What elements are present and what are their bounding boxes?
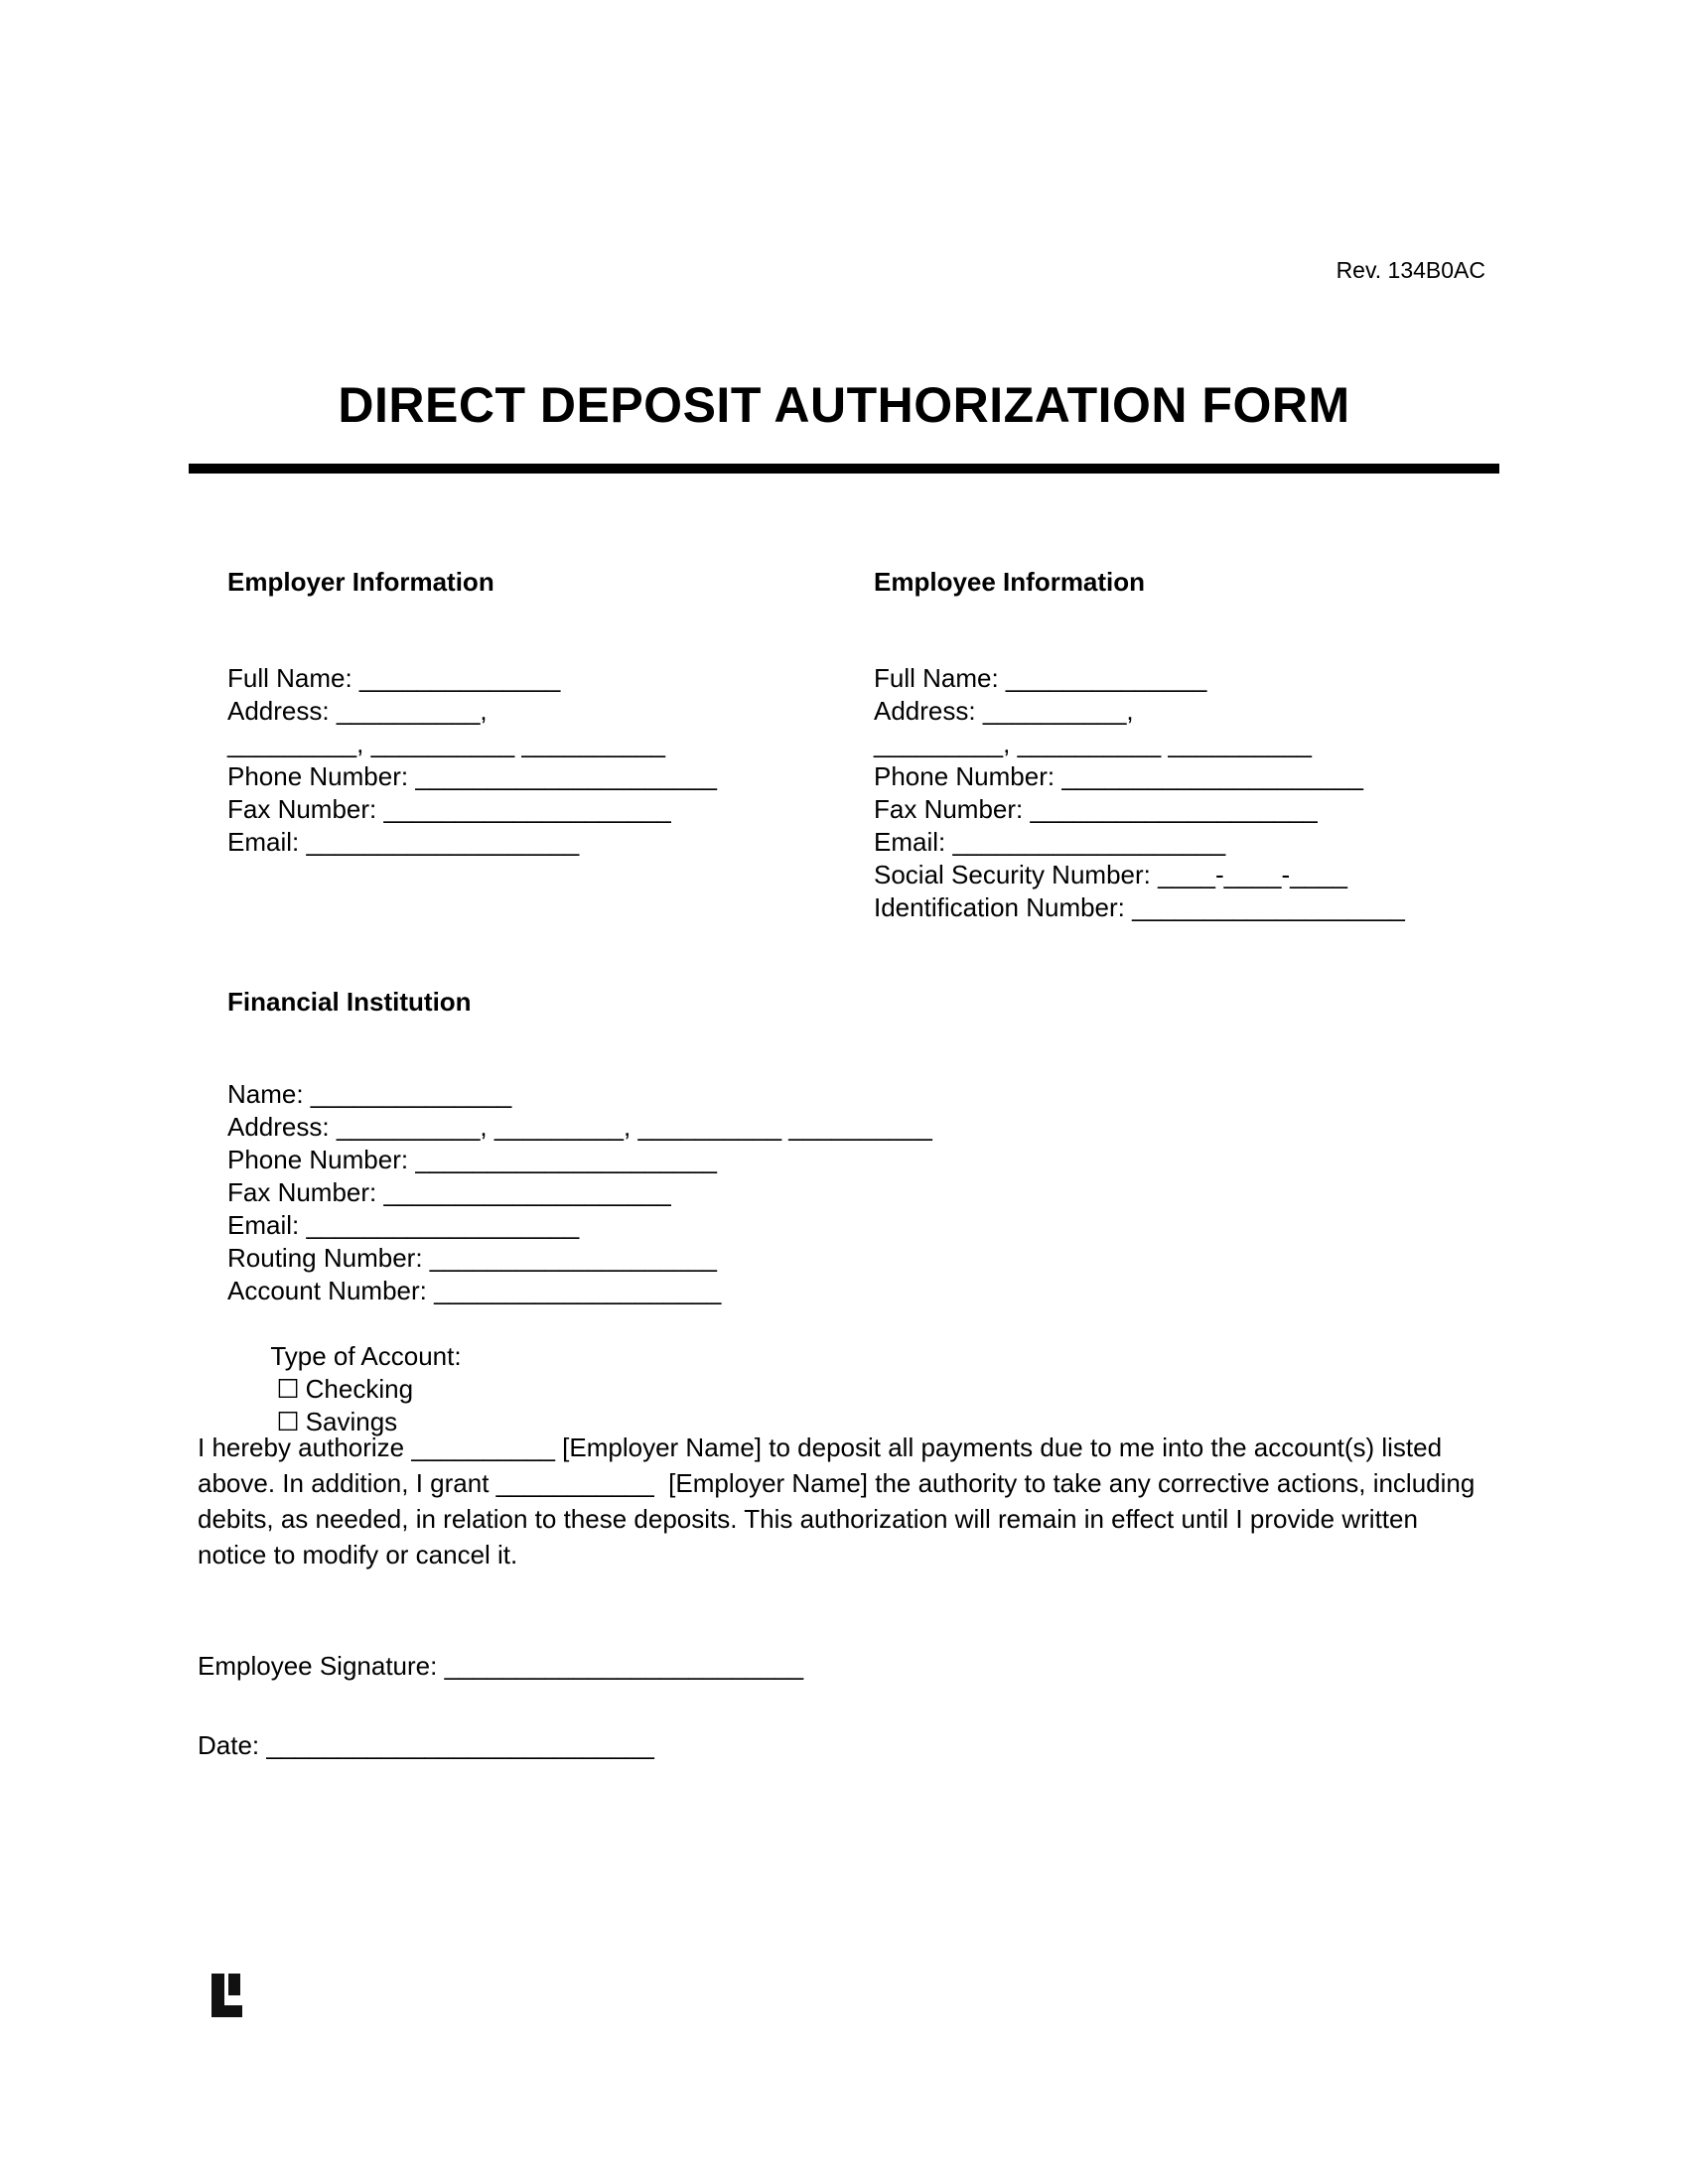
account-type-label: Type of Account: bbox=[270, 1341, 462, 1371]
employee-ssn-line: Social Security Number: ____-____-____ bbox=[874, 860, 1347, 889]
employer-email-line: Email: ___________________ bbox=[227, 827, 580, 857]
employee-address-line-2: _________, __________ __________ bbox=[874, 729, 1313, 758]
savings-label: Savings bbox=[305, 1407, 398, 1436]
employer-address-line-1: Address: __________, bbox=[227, 696, 488, 726]
employer-fax-line: Fax Number: ____________________ bbox=[227, 794, 671, 824]
employee-information-section bbox=[874, 566, 1405, 924]
legal-templates-logo-icon bbox=[210, 1972, 257, 2019]
employee-address-line-1: Address: __________, bbox=[874, 696, 1134, 726]
employee-signature-line: Employee Signature: _________________________ bbox=[198, 1651, 804, 1681]
employee-phone-line: Phone Number: _____________________ bbox=[874, 761, 1363, 791]
employee-information-heading: Employee Information bbox=[874, 567, 1146, 597]
financial-institution-section bbox=[227, 986, 932, 1471]
checking-option bbox=[276, 1374, 413, 1404]
employer-address-line-2: _________, __________ __________ bbox=[227, 729, 666, 758]
employee-fax-line: Fax Number: ____________________ bbox=[874, 794, 1318, 824]
employer-full-name-line: Full Name: ______________ bbox=[227, 663, 561, 693]
date-line: Date: ___________________________ bbox=[198, 1730, 654, 1760]
employee-email-line: Email: ___________________ bbox=[874, 827, 1226, 857]
page-title: DIRECT DEPOSIT AUTHORIZATION FORM bbox=[338, 377, 1350, 433]
checking-label: Checking bbox=[305, 1374, 414, 1404]
financial-institution-heading: Financial Institution bbox=[227, 987, 472, 1017]
employer-information-heading: Employer Information bbox=[227, 567, 494, 597]
title-divider bbox=[189, 464, 1499, 474]
financial-routing-number-line: Routing Number: ____________________ bbox=[227, 1243, 717, 1273]
checking-checkbox-icon: ☐ bbox=[276, 1374, 300, 1404]
employee-full-name-line: Full Name: ______________ bbox=[874, 663, 1207, 693]
financial-address-line: Address: __________, _________, __________ __________ bbox=[227, 1112, 932, 1142]
employer-phone-line: Phone Number: _____________________ bbox=[227, 761, 717, 791]
financial-email-line: Email: ___________________ bbox=[227, 1210, 580, 1240]
savings-checkbox-icon: ☐ bbox=[276, 1407, 300, 1436]
revision-number: Rev. 134B0AC bbox=[1336, 257, 1485, 283]
employer-information-section bbox=[227, 566, 717, 859]
authorization-paragraph: I hereby authorize __________ [Employer Name] to deposit all payments due to me into the account(s) listed above. In addition, I grant ___________ [Employer Name] the authority to take any corrective actions, including debits, as needed, in relation to these deposits. This authorization will remain in effect until I provide written notice to modify or cancel it. bbox=[198, 1433, 1482, 1570]
financial-phone-line: Phone Number: _____________________ bbox=[227, 1145, 717, 1174]
employee-id-number-line: Identification Number: ___________________ bbox=[874, 892, 1405, 922]
financial-account-number-line: Account Number: ____________________ bbox=[227, 1276, 722, 1305]
financial-fax-line: Fax Number: ____________________ bbox=[227, 1177, 671, 1207]
financial-name-line: Name: ______________ bbox=[227, 1079, 512, 1109]
